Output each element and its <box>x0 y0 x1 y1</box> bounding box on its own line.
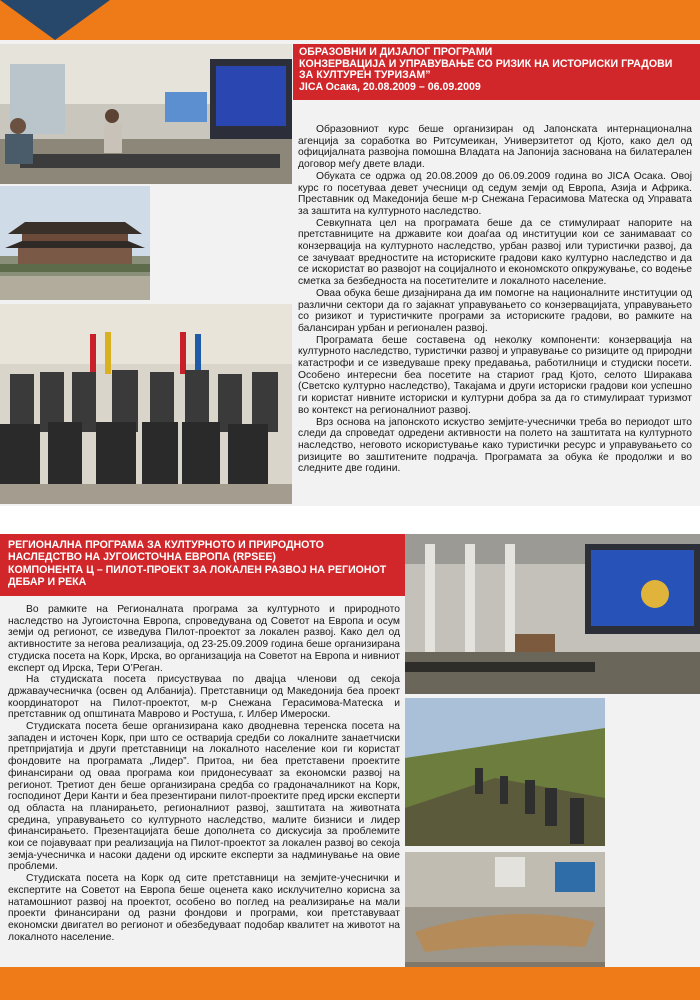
section1-paragraph: Обуката се одржа од 20.08.2009 до 06.09.2009 година во JICA Осака. Овој курс го посетуваа девет учесници од седум земји од Европа, Азија и Африка. Преставник од Македонија беше м-р Снежана Герасимова Матеска од Управата за заштита на културното наследство. <box>298 170 692 217</box>
photo-classroom <box>0 44 292 184</box>
section2-heading-line: РЕГИОНАЛНА ПРОГРАМА ЗА КУЛТУРНОТО И ПРИРОДНОТО <box>8 539 324 551</box>
section1-heading-line: ОБРАЗОВНИ И ДИЈАЛОГ ПРОГРАМИ <box>299 46 493 58</box>
section2-heading-line: НАСЛЕДСТВО НА ЈУГОИСТОЧНА ЕВРОПА (RPSEE) <box>8 551 276 564</box>
section1-heading-date: JICA Осака, 20.08.2009 – 06.09.2009 <box>299 80 481 93</box>
section1-heading-line: КОНЗЕРВАЦИЈА И УПРАВУВАЊЕ СО РИЗИК НА ИСТОРИСКИ ГРАДОВИ <box>299 57 673 70</box>
section1-body <box>298 124 692 475</box>
section1-paragraph: Севкупната цел на програмата беше да се стимулираат напорите на претставниците на државите кои доаѓаа од институции кои се занимаваат со конзервација на културното наследство, урбан развој или туристички развој, да се зачуваат вредностите на историските градови како културно наследство и да се искористат во развојот на социјалното и економското опкружување, со водење сметка за безбедноста на посетителите и локалното население. <box>298 217 692 288</box>
photo-group-of-participants <box>0 304 292 504</box>
photo-conference-room <box>405 534 700 694</box>
section2-paragraph: Студиската посета беше организирана како дводневна теренска посета на западен и источен Корк, при што се оствариja средби со локалните занаетчиски претпријатија и други претставници на локалното население кои ги користат фондовите на програмата „Лидер”. Притоа, ни беа претставени проектите финансирани од оваа програма кои придонесуваат за економски развој на регионот. Третиот ден беше организирана средба со градоначалникот на Корк, господинот Дери Канти и беа презентирани пилот-проектите пред ирски експерти од областа на планирањето, регионалниот развој, заштитата на животната средина, управувањето со културното наследство, малите бизниси и лидер финансирањето. Презентацијата беше дополнета со дискусија за проблемите кои се појавуваат при реализација на Пилот-проектот за локален развој во секоја земја-учесничка и насоки дадени од ирските експерти за надминување на овие проблеми. <box>8 721 401 873</box>
bottom-orange-band <box>0 967 700 1000</box>
section2-paragraph: Во рамките на Регионалната програма за културното и природното наследство на Југоисточна Европа, спроведувана од Советот на Европа и осум земји од регионот, се изведува Пилот-проектот за локален развој. Како дел од активностите за негова реализација, од 23-25.09.2009 година беше организирана студиска посета на Корк, Ирска, во организација на Советот на Европа и нивниот експерт од Ирска, Тери О’Реган. <box>8 604 400 674</box>
photo-japanese-temple <box>0 186 150 300</box>
section2-paragraph: На студиската посета присуствуваа по двајца членови од секоја државаучесничка (освен од Албанија). Претставници од Македонија беа проект координаторот на Пилот-проектот, м-р Снежана Герасимова-Матеска и претставник од општината Маврово и Ростуша, г. Илбер Имероски. <box>8 674 400 721</box>
top-orange-band <box>0 0 700 40</box>
section2-body <box>8 604 400 943</box>
section1-paragraph: Образовниот курс беше организиран од Јапонската интернационална агенција за соработка во Ритсумеикан, Универзитетот од Кјото, како дел од официјалната развојна помошна Владата на Јапонија заснована на билатерален договор меѓу двете влади. <box>298 124 692 171</box>
section2-heading <box>0 534 405 596</box>
section1-paragraph: Програмата беше составена од неколку компоненти: конзервација на културното наследство, туристички развој и управување со ризиците од природни катастрофи и се изведуваше преку предавања, работилници и студиски посети. Особено интересни беа посетите на стариот град Кјото, селото Ширакава (Светско културно наследство), Такајама и други историски градови кои успешно ги користат нивните историски и културни добра за да го стимулираат туризмот во контекст на регионалниот развој. <box>298 334 692 416</box>
photo-field-visit <box>405 698 605 846</box>
section1-heading <box>293 44 700 100</box>
section2-heading-line: ДЕБАР И РЕКА <box>8 576 87 589</box>
section2-paragraph: Студиската посета на Корк од сите претставници на земјите-учеснички и експертите на Советот на Европа беше оценета како исклучително корисна за натамошниот развој на проектот, особено во поглед на реализирање на мали проекти финансирани од разни фондови и програми, кои претставуваат економски двигател во регионот и обезбедуваат подобар квалитет на животот на локалното население. <box>8 873 400 943</box>
section-separator <box>0 506 700 534</box>
section1-paragraph: Врз основа на јапонското искуство земјите-учеснички треба во периодот што следи да спроведат одредени активности на полето на заштитата на културното наследство, неговото искористување како туристички ресурс и управувањето со ризиците во заштитените подрачја. Програмата за обука ќе продолжи и во следните две години. <box>298 416 692 475</box>
section2-heading-line: КОМПОНЕНТА Ц – ПИЛОТ-ПРОЕКТ ЗА ЛОКАЛЕН РАЗВОЈ НА РЕГИОНОТ <box>8 563 387 576</box>
section1-heading-line: ЗА КУЛТУРЕН ТУРИЗАМ” <box>299 69 431 82</box>
section1-paragraph: Оваа обука беше дизајнирана да им помогне на националните институции од различни сектори да го зајакнат управувањето со конзервацијата, управувањето со ризикот и туристичките програми за историските градови, во рамките на балансиран урбан и регионален развој. <box>298 287 692 334</box>
